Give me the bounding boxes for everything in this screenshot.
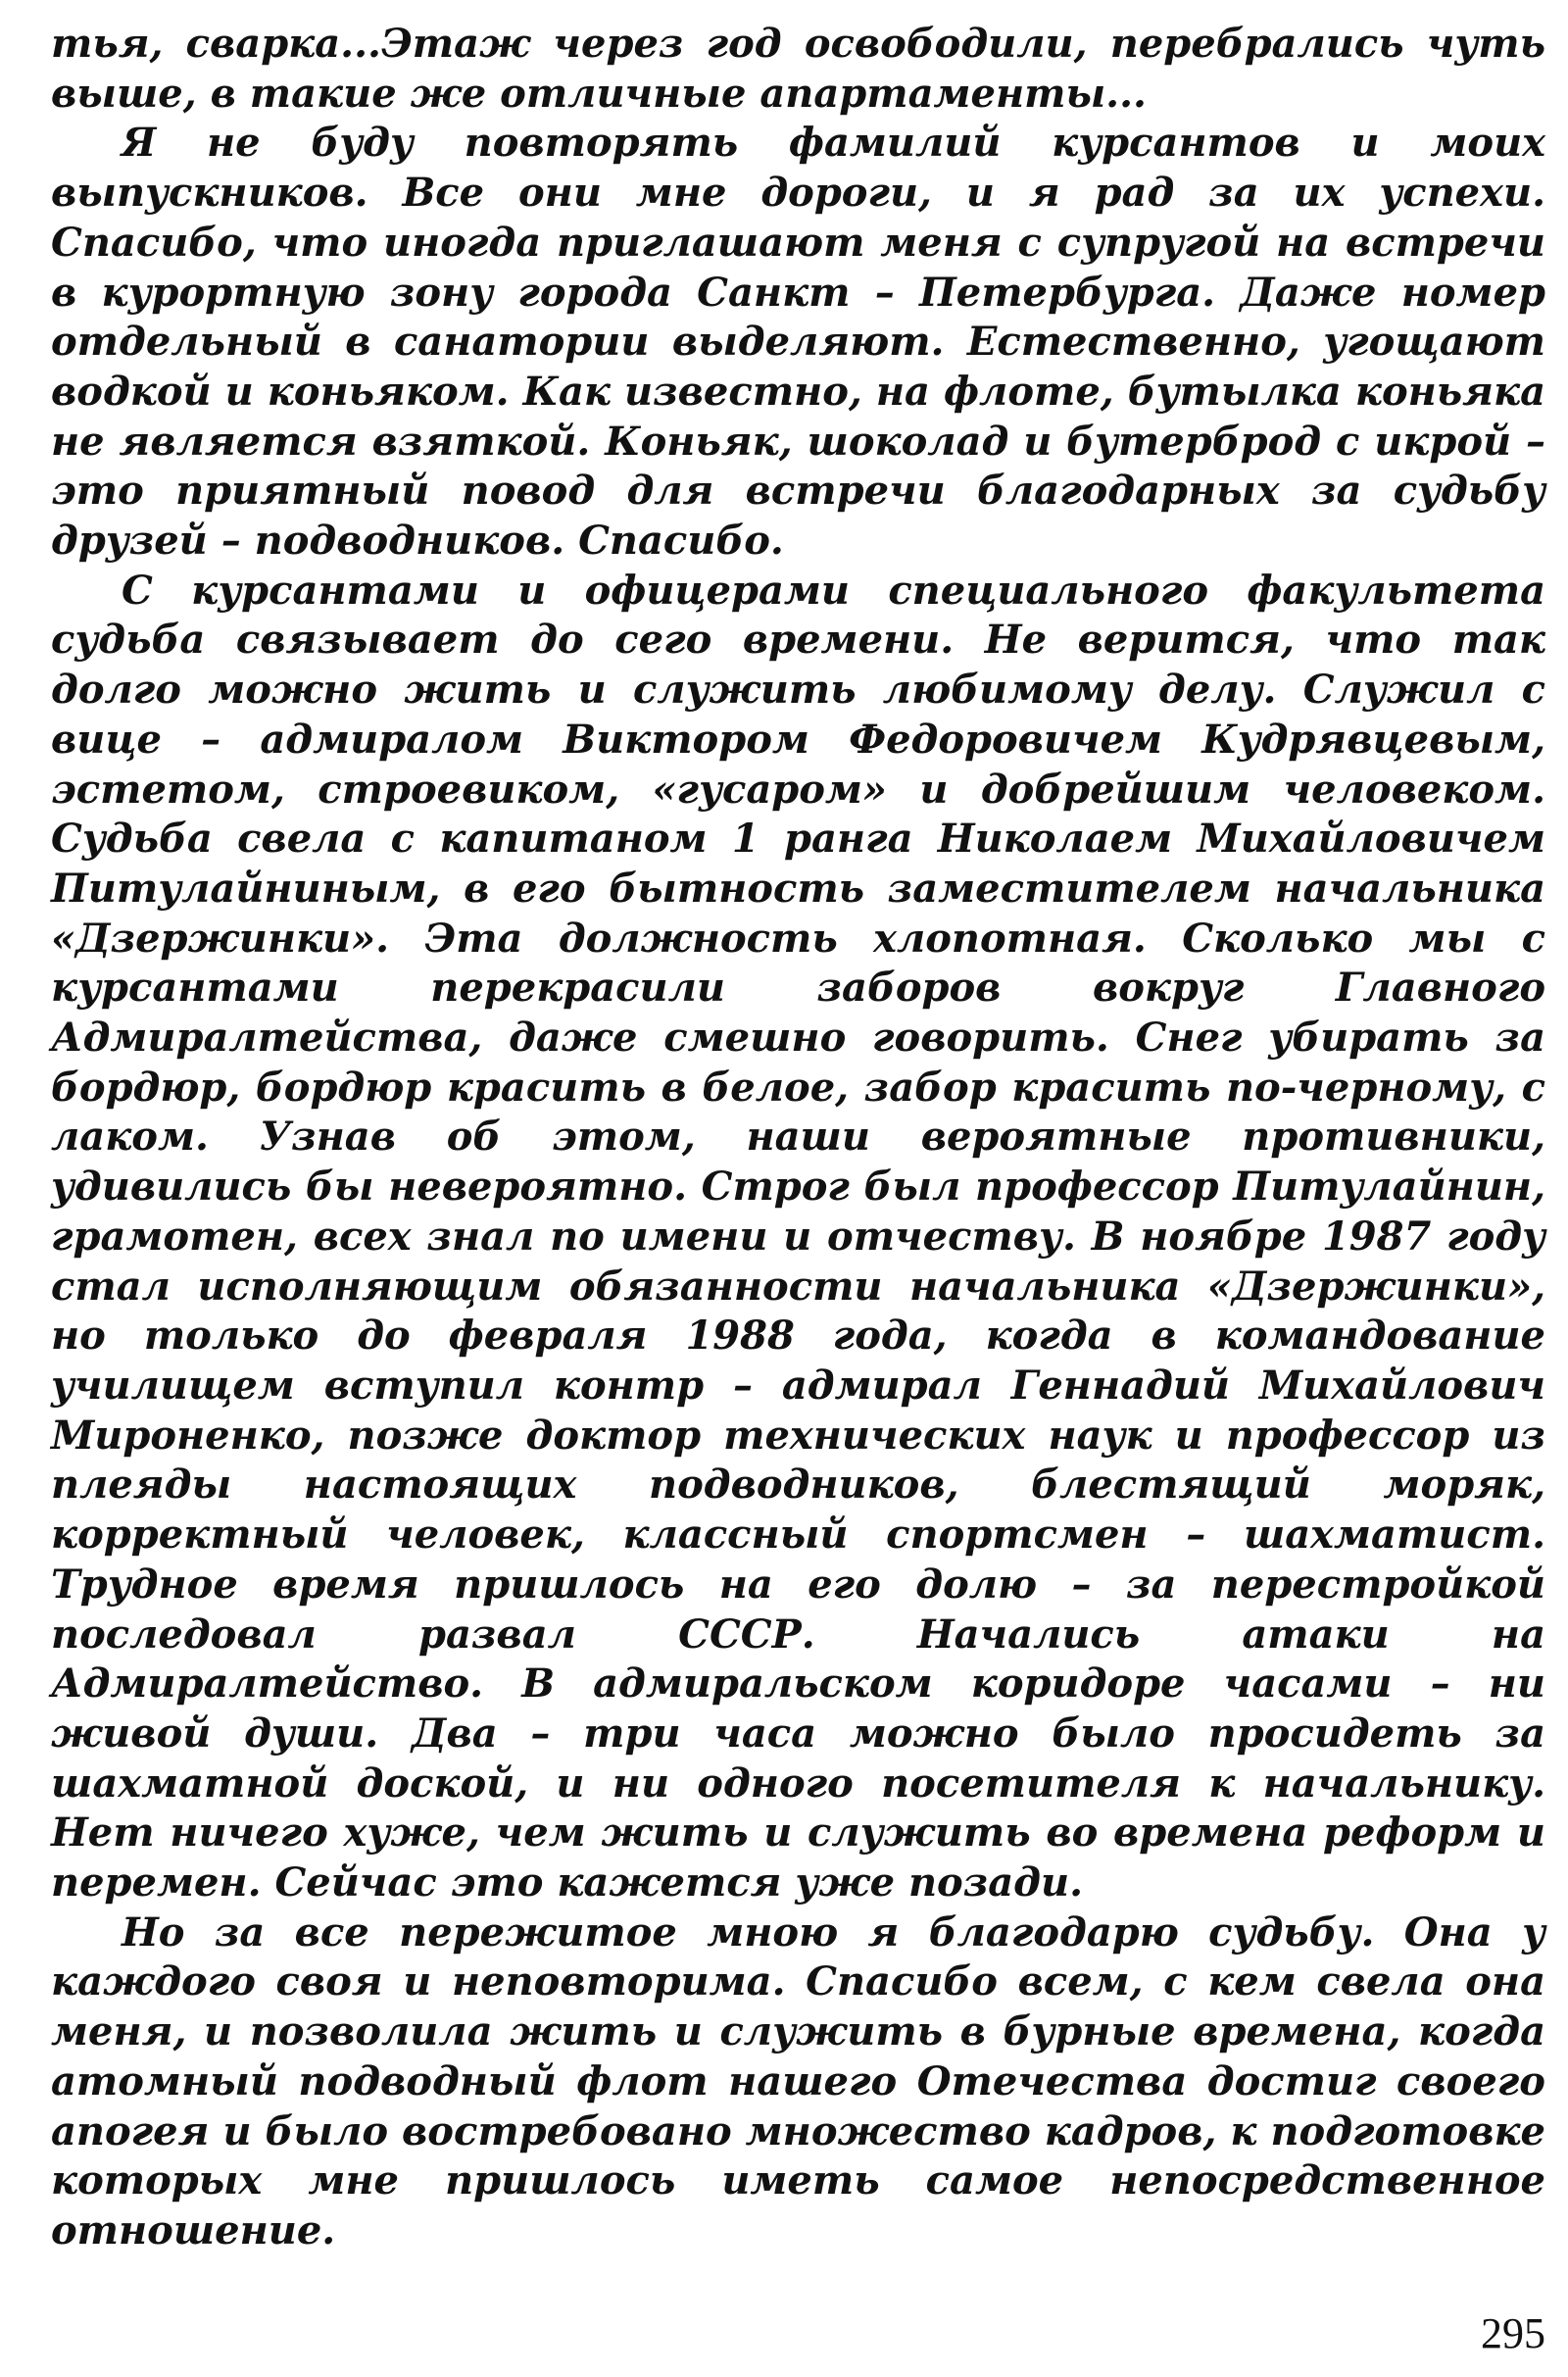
paragraph-4: Но за все пережитое мною я благодарю судьбу. Она у каждого своя и неповторима. Спасибо всем, с кем свела она меня, и позволила жить и служить в бурные времена, когда атомный подводный флот нашего Отечества достиг своего апогея и было востребовано множество кадров, к подготовке которых мне пришлось иметь самое непосредственное отношение. (51, 1908, 1545, 2253)
paragraph-1: тья, сварка...Этаж через год освободили, перебрались чуть выше, в такие же отличные апартаменты... (51, 21, 1545, 117)
book-page (51, 20, 1545, 2377)
paragraph-3: С курсантами и офицерами специального факультета судьба связывает до сего времени. Не верится, что так долго можно жить и служить любимому делу. Служил с вице – адмиралом Виктором Федоровичем Кудрявцевым, эстетом, строевиком, «гусаром» и добрейшим человеком. Судьба свела с капитаном 1 ранга Николаем Михайловичем Питулайниным, в его бытность заместителем начальника «Дзержинки». Эта должность хлопотная. Сколько мы с курсантами перекрасили заборов вокруг Главного Адмиралтейства, даже смешно говорить. Снег убирать за бордюр, бордюр красить в белое, забор красить по-черному, с лаком. Узнав об этом, наши вероятные противники, удивились бы невероятно. Строг был профессор Питулайнин, грамотен, всех знал по имени и отчеству. В ноябре 1987 году стал исполняющим обязанности начальника «Дзержинки», но только до февраля 1988 года, когда в командование училищем вступил контр – адмирал Геннадий Михайлович Мироненко, позже доктор технических наук и профессор из плеяды настоящих подводников, блестящий моряк, корректный человек, классный спортсмен – шахматист. Трудное время пришлось на его долю – за перестройкой последовал развал СССР. Начались атаки на Адмиралтейство. В адмиральском коридоре часами – ни живой души. Два – три часа можно было просидеть за шахматной доской, и ни одного посетителя к начальнику. Нет ничего хуже, чем жить и служить во времена реформ и перемен. Сейчас это кажется уже позади. (51, 567, 1545, 1907)
body-text (51, 20, 1545, 2256)
page-number: 295 (1481, 2309, 1545, 2357)
paragraph-2: Я не буду повторять фамилий курсантов и моих выпускников. Все они мне дороги, и я рад за их успехи. Спасибо, что иногда приглашают меня с супругой на встречи в курортную зону города Санкт – Петербурга. Даже номер отдельный в санатории выделяют. Естественно, угощают водкой и коньяком. Как известно, на флоте, бутылка коньяка не является взяткой. Коньяк, шоколад и бутерброд с икрой – это приятный повод для встречи благодарных за судьбу друзей – подводников. Спасибо. (51, 120, 1545, 565)
